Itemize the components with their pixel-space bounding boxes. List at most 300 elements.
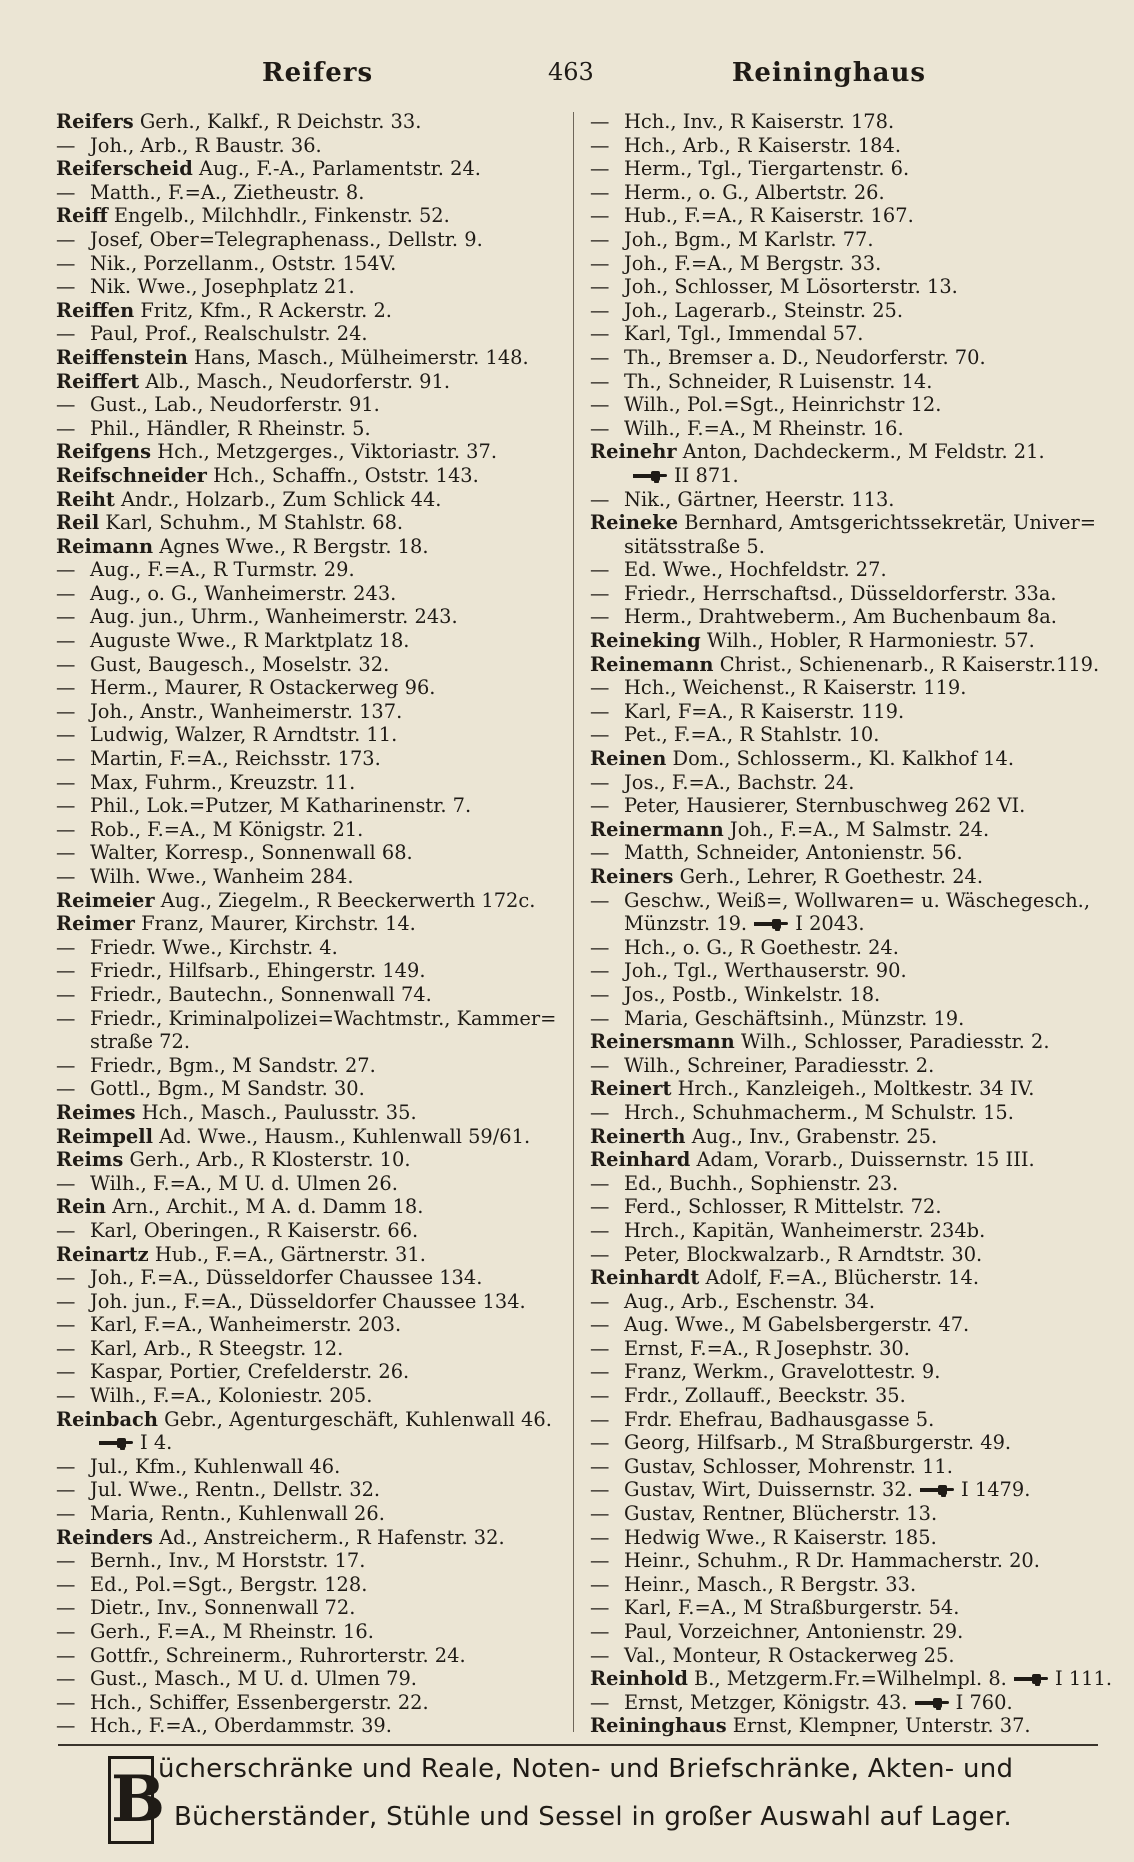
directory-entry: [590, 700, 1088, 724]
directory-entry: [56, 1384, 556, 1408]
repeat-dash: —: [590, 1006, 610, 1030]
surname: Reinbach: [56, 1407, 158, 1431]
directory-entry: [56, 1077, 556, 1101]
entry-text: Karl, Tgl., Immendal 57.: [624, 322, 864, 346]
directory-entry: [590, 888, 1091, 913]
entry-text: Hch., Schaffn., Oststr. 143.: [213, 463, 479, 487]
directory-entry: [56, 1195, 556, 1219]
directory-entry: [56, 181, 556, 205]
directory-entry: [590, 1573, 1088, 1597]
repeat-dash: —: [590, 888, 610, 912]
entry-text: Aug. jun., Uhrm., Wanheimerstr. 243.: [90, 605, 458, 629]
surname: Reinders: [56, 1525, 153, 1549]
repeat-dash: —: [590, 393, 610, 417]
directory-entry: [590, 1337, 1088, 1361]
entry-text: Fritz, Kfm., R Ackerstr. 2.: [140, 298, 392, 322]
repeat-dash: —: [590, 723, 610, 747]
directory-entry: [590, 346, 1088, 370]
repeat-dash: —: [590, 1336, 610, 1360]
directory-entry: [56, 488, 556, 512]
entry-text: Hub., F.=A., R Kaiserstr. 167.: [624, 204, 914, 228]
directory-entry: [56, 1573, 556, 1597]
directory-entry: [590, 110, 1088, 134]
repeat-dash: —: [590, 1478, 610, 1502]
page-number: 463: [548, 58, 594, 86]
directory-entry: [56, 1030, 556, 1054]
repeat-dash: —: [590, 1596, 610, 1620]
repeat-dash: —: [56, 1714, 76, 1738]
repeat-dash: —: [56, 652, 76, 676]
surname: Reimpell: [56, 1124, 153, 1148]
directory-entry: [56, 1620, 556, 1644]
repeat-dash: —: [56, 982, 76, 1006]
entry-text: Ed., Pol.=Sgt., Bergstr. 128.: [90, 1572, 368, 1596]
entry-text: Christ., Schienenarb., R Kaiserstr.119.: [719, 652, 1100, 676]
directory-entry: [56, 1549, 556, 1573]
entry-text: Paul, Prof., Realschulstr. 24.: [90, 322, 368, 346]
entry-text: Joh., Schlosser, M Lösorterstr. 13.: [624, 275, 958, 299]
entry-text: Karl, Oberingen., R Kaiserstr. 66.: [90, 1218, 419, 1242]
repeat-dash: —: [56, 322, 76, 346]
repeat-dash: —: [590, 110, 610, 133]
entry-text: Friedr., Bgm., M Sandstr. 27.: [90, 1053, 376, 1077]
directory-entry: [590, 1290, 1088, 1314]
entry-text: Ed. Wwe., Hochfeldstr. 27.: [624, 558, 887, 582]
directory-entry: [590, 1502, 1088, 1526]
entry-text: Friedr., Hilfsarb., Ehingerstr. 149.: [90, 959, 426, 983]
repeat-dash: —: [590, 251, 610, 275]
entry-text: Karl, Arb., R Steegstr. 12.: [90, 1336, 344, 1360]
pointing-hand-icon: [1013, 1671, 1049, 1687]
directory-entry: [590, 959, 1088, 983]
entry-text: Hch., Inv., R Kaiserstr. 178.: [624, 110, 895, 133]
repeat-dash: —: [56, 1077, 76, 1101]
entry-text: Nik. Wwe., Josephplatz 21.: [90, 275, 355, 299]
directory-entry: [590, 1101, 1088, 1125]
entry-text: Pet., F.=A., R Stahlstr. 10.: [624, 723, 880, 747]
pointing-hand-icon: [914, 1695, 950, 1711]
directory-entry: [590, 1714, 1088, 1738]
surname: Reineke: [590, 511, 679, 535]
directory-entry: [56, 275, 556, 299]
entry-text: Arn., Archit., M A. d. Damm 18.: [112, 1195, 424, 1219]
entry-text: Walter, Korresp., Sonnenwall 68.: [90, 841, 413, 865]
entry-text: Georg, Hilfsarb., M Straßburgerstr. 49.: [624, 1431, 1012, 1455]
surname: Reiners: [590, 865, 674, 888]
directory-entry: [590, 1148, 1088, 1172]
surname: Reiffen: [56, 298, 135, 322]
directory-entry: [590, 488, 1088, 512]
directory-entry: [56, 1408, 556, 1432]
entry-text: Hrch., Kapitän, Wanheimerstr. 234b.: [624, 1218, 986, 1242]
directory-entry: [590, 1644, 1088, 1668]
repeat-dash: —: [56, 1667, 76, 1691]
header-left-keyword: Reifers: [262, 58, 374, 88]
directory-entry: [56, 1667, 556, 1691]
entry-text: Gebr., Agenturgeschäft, Kuhlenwall 46.: [164, 1407, 552, 1431]
directory-entry: [590, 936, 1088, 960]
entry-text: Auguste Wwe., R Marktplatz 18.: [90, 629, 410, 653]
directory-entry: [56, 629, 556, 653]
repeat-dash: —: [56, 865, 76, 888]
surname: Reinhold: [590, 1667, 688, 1691]
directory-entry: [590, 370, 1088, 394]
entry-text: Val., Monteur, R Ostackerweg 25.: [624, 1643, 955, 1667]
pointing-hand-icon: [919, 1482, 955, 1498]
directory-entry: [56, 1313, 556, 1337]
entry-text: Friedr., Herrschaftsd., Düsseldorferstr. 33a.: [624, 581, 1057, 605]
repeat-dash: —: [590, 1572, 610, 1596]
repeat-dash: —: [56, 1289, 76, 1313]
surname: Reimeier: [56, 888, 155, 912]
repeat-dash: —: [590, 416, 610, 440]
telephone-number: I 111.: [1055, 1667, 1112, 1691]
pointing-hand-icon: [753, 916, 789, 932]
entry-text: Matth., F.=A., Zietheustr. 8.: [90, 180, 365, 204]
repeat-dash: —: [56, 794, 76, 818]
repeat-dash: —: [590, 1313, 610, 1337]
entry-text: Paul, Vorzeichner, Antonienstr. 29.: [624, 1620, 964, 1643]
entry-text: Gust, Baugesch., Moselstr. 32.: [90, 652, 390, 676]
repeat-dash: —: [590, 982, 610, 1006]
entry-text: Gust., Masch., M U. d. Ulmen 79.: [90, 1667, 417, 1691]
directory-entry: [590, 723, 1088, 747]
directory-entry: [56, 865, 556, 889]
directory-entry: [590, 747, 1088, 771]
directory-entry: [590, 676, 1088, 700]
entry-text: Joh., Bgm., M Karlstr. 77.: [624, 227, 874, 251]
entry-text: Franz, Maurer, Kirchstr. 14.: [141, 912, 416, 936]
entry-text: Dietr., Inv., Sonnenwall 72.: [90, 1596, 356, 1620]
directory-entry: [590, 865, 1088, 889]
directory-entry: [590, 1054, 1088, 1078]
entry-text: sitätsstraße 5.: [624, 534, 765, 558]
directory-entry: [590, 1172, 1088, 1196]
directory-entry: [590, 818, 1088, 842]
directory-entry: [590, 1667, 1112, 1691]
repeat-dash: —: [56, 841, 76, 865]
surname: Rein: [56, 1195, 106, 1219]
entry-text: Nik., Gärtner, Heerstr. 113.: [624, 487, 895, 511]
directory-entry: [56, 535, 556, 559]
column-divider: [573, 112, 574, 1732]
entry-text: Karl, F=A., R Kaiserstr. 119.: [624, 699, 905, 723]
repeat-dash: —: [590, 1171, 610, 1195]
entry-text: Bernh., Inv., M Horststr. 17.: [90, 1549, 366, 1573]
entry-text: Jos., Postb., Winkelstr. 18.: [624, 982, 881, 1006]
directory-entry: [56, 346, 556, 370]
entry-text: Jul., Kfm., Kuhlenwall 46.: [90, 1454, 341, 1478]
surname: Reinerth: [590, 1124, 686, 1148]
entry-text: Ernst, Klempner, Unterstr. 37.: [732, 1714, 1031, 1738]
repeat-dash: —: [590, 841, 610, 865]
entry-text: Ferd., Schlosser, R Mittelstr. 72.: [624, 1195, 942, 1219]
entry-text: Gerh., F.=A., M Rheinstr. 16.: [90, 1620, 374, 1643]
repeat-dash: —: [590, 1620, 610, 1643]
entry-text: Gottfr., Schreinerm., Ruhrorterstr. 24.: [90, 1643, 466, 1667]
repeat-dash: —: [590, 227, 610, 251]
directory-entry: [590, 535, 1088, 559]
surname: Reinartz: [56, 1242, 149, 1266]
repeat-dash: —: [56, 1690, 76, 1714]
entry-text: Hedwig Wwe., R Kaiserstr. 185.: [624, 1525, 937, 1549]
entry-text: Josef, Ober=Telegraphenass., Dellstr. 9.: [90, 227, 483, 251]
surname: Reil: [56, 511, 100, 535]
directory-entry: [56, 1596, 556, 1620]
entry-text: Joh., Tgl., Werthauserstr. 90.: [624, 959, 907, 983]
directory-entry: [56, 1431, 556, 1455]
repeat-dash: —: [590, 1053, 610, 1077]
entry-text: Ad. Wwe., Hausm., Kuhlenwall 59/61.: [159, 1124, 531, 1148]
repeat-dash: —: [56, 1454, 76, 1478]
repeat-dash: —: [590, 322, 610, 346]
entry-text: Hch., Arb., R Kaiserstr. 184.: [624, 133, 902, 157]
directory-entry: [56, 1219, 556, 1243]
entry-text: Aug., Ziegelm., R Beeckerwerth 172c.: [160, 888, 536, 912]
surname: Reifgens: [56, 440, 152, 464]
directory-entry: [590, 1360, 1088, 1384]
repeat-dash: —: [590, 1690, 610, 1714]
repeat-dash: —: [56, 676, 76, 700]
entry-text: Phil., Lok.=Putzer, M Katharinenstr. 7.: [90, 794, 472, 818]
directory-entry: [590, 983, 1088, 1007]
repeat-dash: —: [56, 1171, 76, 1195]
directory-entry: [590, 1455, 1088, 1479]
directory-entry: [56, 889, 556, 913]
repeat-dash: —: [590, 298, 610, 322]
entry-text: Gustav, Rentner, Blücherstr. 13.: [624, 1502, 938, 1526]
directory-entry: [590, 511, 1097, 535]
entry-text: Joh., Arb., R Baustr. 36.: [90, 133, 322, 157]
entry-text: Wilh., F.=A., M U. d. Ulmen 26.: [90, 1171, 398, 1195]
directory-entry: [590, 912, 1088, 936]
entry-text: Heinr., Masch., R Bergstr. 33.: [624, 1572, 917, 1596]
repeat-dash: —: [590, 1525, 610, 1549]
directory-entry: [590, 181, 1088, 205]
repeat-dash: —: [590, 1384, 610, 1408]
surname: Reiffert: [56, 369, 140, 393]
surname: Reiffenstein: [56, 345, 188, 369]
repeat-dash: —: [56, 251, 76, 275]
repeat-dash: —: [56, 275, 76, 299]
directory-entry: [56, 818, 556, 842]
directory-entry: [590, 1030, 1088, 1054]
entry-text: Wilh., Pol.=Sgt., Heinrichstr 12.: [624, 393, 942, 417]
entry-text: Karl, Schuhm., M Stahlstr. 68.: [105, 511, 404, 535]
repeat-dash: —: [56, 416, 76, 440]
directory-entry: [56, 983, 556, 1007]
surname: Reiff: [56, 204, 108, 228]
entry-text: Hch., F.=A., Oberdammstr. 39.: [90, 1714, 392, 1738]
directory-entry: [56, 794, 556, 818]
directory-entry: [590, 440, 1088, 464]
header-right-keyword: Reininghaus: [731, 58, 926, 88]
directory-entry: [56, 204, 556, 228]
repeat-dash: —: [590, 699, 610, 723]
repeat-dash: —: [56, 1478, 76, 1502]
repeat-dash: —: [56, 1384, 76, 1408]
entry-text: Aug., F.-A., Parlamentstr. 24.: [198, 157, 481, 181]
entry-text: Friedr., Bautechn., Sonnenwall 74.: [90, 982, 432, 1006]
repeat-dash: —: [56, 699, 76, 723]
entry-text: Wilh., F.=A., M Rheinstr. 16.: [624, 416, 904, 440]
directory-entry: [56, 228, 556, 252]
entry-text: Dom., Schlosserm., Kl. Kalkhof 14.: [672, 747, 1015, 771]
telephone-number: I 1479.: [961, 1478, 1031, 1502]
entry-text: Hub., F.=A., Gärtnerstr. 31.: [154, 1242, 426, 1266]
repeat-dash: —: [590, 581, 610, 605]
surname: Reinert: [590, 1077, 672, 1101]
entry-text: Gerh., Lehrer, R Goethestr. 24.: [679, 865, 984, 888]
ad-line-1: ücherschränke und Reale, Noten- und Briefschränke, Akten- und: [158, 1754, 1014, 1784]
repeat-dash: —: [56, 1549, 76, 1573]
surname: Reinen: [590, 747, 667, 771]
repeat-dash: —: [590, 204, 610, 228]
directory-entry: [590, 841, 1088, 865]
directory-entry: [56, 653, 556, 677]
directory-entry: [56, 605, 556, 629]
repeat-dash: —: [56, 393, 76, 417]
entry-text: Gustav, Schlosser, Mohrenstr. 11.: [624, 1454, 953, 1478]
entry-text: Th., Schneider, R Luisenstr. 14.: [624, 369, 933, 393]
directory-entry: [56, 1502, 556, 1526]
surname: Reineking: [590, 629, 701, 653]
directory-entry: [56, 1455, 556, 1479]
entry-text: Wilh., Schreiner, Paradiesstr. 2.: [624, 1053, 935, 1077]
entry-text: Aug., o. G., Wanheimerstr. 243.: [90, 581, 397, 605]
directory-entry: [590, 134, 1088, 158]
directory-entry: [590, 1620, 1088, 1644]
directory-entry: [590, 299, 1088, 323]
directory-entry: [590, 629, 1088, 653]
entry-text: Wilh., Hobler, R Harmoniestr. 57.: [706, 629, 1035, 653]
ad-line-2: Bücherständer, Stühle und Sessel in großer Auswahl auf Lager.: [174, 1802, 1012, 1832]
repeat-dash: —: [56, 581, 76, 605]
entry-text: Jos., F.=A., Bachstr. 24.: [624, 770, 855, 794]
repeat-dash: —: [590, 345, 610, 369]
entry-text: Aug., F.=A., R Turmstr. 29.: [90, 558, 355, 582]
directory-entry: [590, 157, 1088, 181]
entry-text: Gerh., Arb., R Klosterstr. 10.: [129, 1148, 411, 1172]
directory-entry: [56, 1243, 556, 1267]
entry-text: Max, Fuhrm., Kreuzstr. 11.: [90, 770, 356, 794]
entry-text: Bernhard, Amtsgerichtssekretär, Univer=: [684, 511, 1097, 535]
telephone-number: I 4.: [140, 1431, 173, 1455]
directory-entry: [56, 134, 556, 158]
left-column: [56, 110, 556, 1738]
entry-text: Kaspar, Portier, Crefelderstr. 26.: [90, 1360, 410, 1384]
entry-text: Jul. Wwe., Rentn., Dellstr. 32.: [90, 1478, 381, 1502]
directory-entry: [56, 322, 556, 346]
surname: Reims: [56, 1148, 124, 1172]
surname: Reiht: [56, 487, 115, 511]
directory-entry: [590, 204, 1088, 228]
directory-entry: [56, 700, 556, 724]
entry-text: Herm., Drahtweberm., Am Buchenbaum 8a.: [624, 605, 1057, 629]
entry-text: Frdr. Ehefrau, Badhausgasse 5.: [624, 1407, 935, 1431]
entry-text: Nik., Porzellanm., Oststr. 154V.: [90, 251, 397, 275]
directory-entry: [590, 1408, 1088, 1432]
entry-text: Münzstr. 19.: [624, 912, 748, 936]
entry-text: Gust., Lab., Neudorferstr. 91.: [90, 393, 380, 417]
entry-text: Anton, Dachdeckerm., M Feldstr. 21.: [682, 440, 1045, 464]
entry-text: Rob., F.=A., M Königstr. 21.: [90, 817, 364, 841]
directory-entry: [590, 1431, 1088, 1455]
repeat-dash: —: [56, 605, 76, 629]
entry-text: Ed., Buchh., Sophienstr. 23.: [624, 1171, 899, 1195]
repeat-dash: —: [56, 1313, 76, 1337]
entry-text: Peter, Hausierer, Sternbuschweg 262 VI.: [624, 794, 1026, 818]
directory-entry: [590, 1691, 1088, 1715]
entry-text: Friedr., Kriminalpolizei=Wachtmstr., Kammer=: [90, 1006, 557, 1030]
repeat-dash: —: [56, 1572, 76, 1596]
directory-entry: [56, 676, 556, 700]
directory-entry: [56, 110, 556, 134]
directory-entry: [590, 1266, 1088, 1290]
advertisement-footer: [58, 1754, 1098, 1849]
entry-text: Aug., Arb., Eschenstr. 34.: [624, 1289, 876, 1313]
entry-text: Hch., Schiffer, Essenbergerstr. 22.: [90, 1690, 429, 1714]
entry-text: Franz, Werkm., Gravelottestr. 9.: [624, 1360, 941, 1384]
repeat-dash: —: [590, 487, 610, 511]
repeat-dash: —: [56, 770, 76, 794]
repeat-dash: —: [56, 629, 76, 653]
repeat-dash: —: [590, 157, 610, 181]
directory-entry: [590, 652, 1100, 677]
surname: Reimann: [56, 534, 154, 558]
repeat-dash: —: [590, 1242, 610, 1266]
entry-text: Phil., Händler, R Rheinstr. 5.: [90, 416, 371, 440]
repeat-dash: —: [56, 1620, 76, 1643]
directory-entry: [56, 1125, 556, 1149]
directory-entry: [590, 1384, 1088, 1408]
directory-entry: [56, 747, 556, 771]
repeat-dash: —: [590, 959, 610, 983]
pointing-hand-icon: [98, 1435, 134, 1451]
directory-entry: [590, 1313, 1088, 1337]
directory-entry: [590, 1219, 1088, 1243]
repeat-dash: —: [590, 1431, 610, 1455]
repeat-dash: —: [56, 1502, 76, 1526]
entry-text: Gottl., Bgm., M Sandstr. 30.: [90, 1077, 365, 1101]
directory-entry: [590, 1195, 1088, 1219]
directory-entry: [56, 417, 556, 441]
entry-text: Wilh. Wwe., Wanheim 284.: [90, 865, 354, 888]
footer-rule: [58, 1744, 1098, 1746]
entry-text: Geschw., Weiß=, Wollwaren= u. Wäschegesch.,: [624, 888, 1091, 912]
directory-entry: [56, 511, 556, 535]
directory-entry: [56, 440, 556, 464]
directory-entry: [590, 582, 1088, 606]
entry-text: Adolf, F.=A., Blücherstr. 14.: [705, 1266, 980, 1290]
repeat-dash: —: [590, 1502, 610, 1526]
directory-entry: [590, 1125, 1088, 1149]
entry-text: Heinr., Schuhm., R Dr. Hammacherstr. 20.: [624, 1549, 1040, 1573]
repeat-dash: —: [590, 1218, 610, 1242]
surname: Reinemann: [590, 652, 714, 676]
surname: Reinermann: [590, 817, 724, 841]
directory-entry: [56, 771, 556, 795]
repeat-dash: —: [590, 605, 610, 629]
directory-entry: [56, 1360, 556, 1384]
directory-entry: [56, 1007, 556, 1031]
directory-entry: [56, 723, 556, 747]
directory-entry: [590, 1007, 1088, 1031]
directory-entry: [56, 299, 556, 323]
directory-entry: [590, 464, 1088, 488]
entry-text: Hch., Masch., Paulusstr. 35.: [141, 1100, 417, 1124]
directory-entry: [56, 959, 556, 983]
